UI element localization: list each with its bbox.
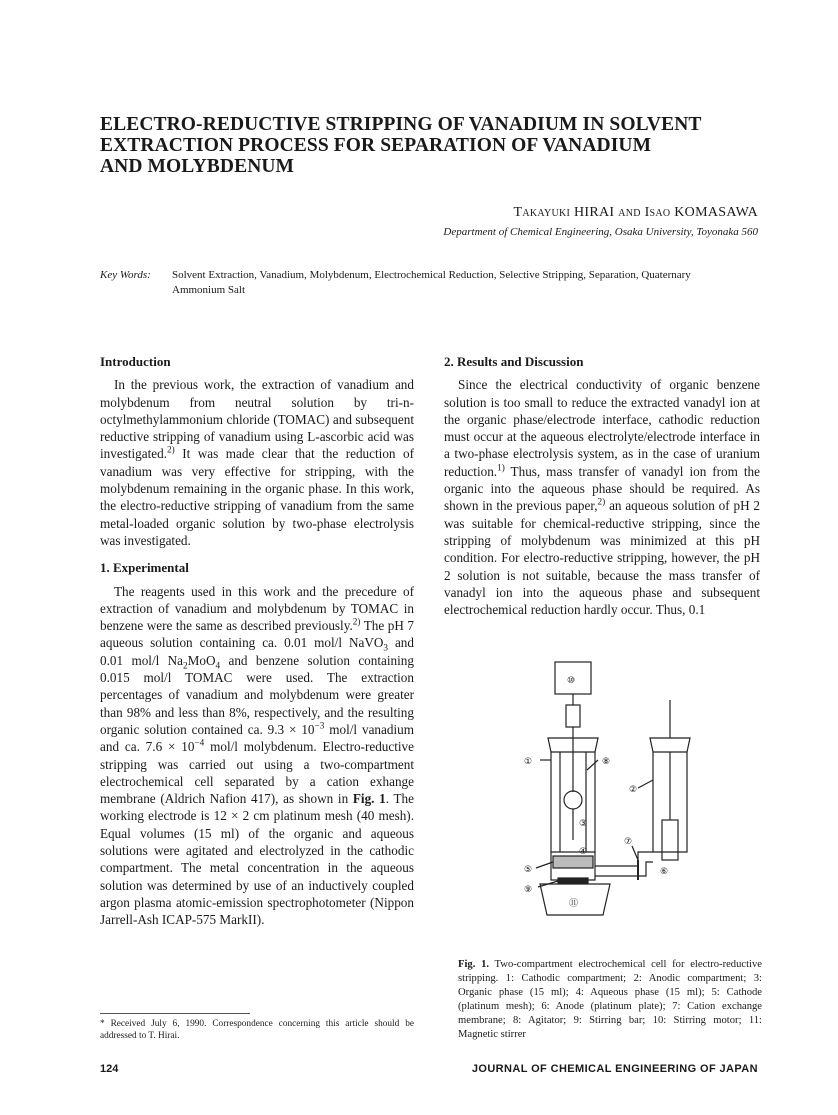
label-11: ⑪ — [569, 899, 579, 909]
title-line-1: ELECTRO-REDUCTIVE STRIPPING OF VANADIUM IN SOLVENT — [100, 114, 702, 135]
res-ref-2: 2) — [597, 496, 606, 507]
label-3: ③ — [579, 819, 588, 829]
res-text-a: Since the electrical conductivity of organic benzene solution is too small to reduce the extracted vanadyl ion at the organic phase/electrode interface, cathodic reduction must occur at the aqueous electrolyte/electrode interface in a two-phase electrolysis system, as in the case of uranium reduction. — [444, 377, 760, 479]
exp-text-a: The reagents used in this work and the precedure of extraction of vanadium and molybdenum by TOMAC in benzene were the same as described previously. — [100, 583, 414, 634]
exp-text-e: and benzene solution containing 0.015 mol/l TOMAC were used. The extraction percentages of vanadium and molybdenum were greater than 98% and less than 8%, respectively, and the resulting organic solution contained ca. 9.3 × 10 — [100, 652, 414, 737]
author-1-last: HIRAI — [573, 205, 615, 220]
figure-caption — [458, 958, 762, 1042]
leader-2 — [638, 780, 653, 788]
introduction-paragraph — [100, 376, 414, 549]
caption-text: Two-compartment electrochemical cell for electro-reductive stripping. 1: Cathodic compartment; 2: Anodic compartment; 3: Organic phase (15 ml); 4: Aqueous phase (15 ml); 5: Cathode (platinum mesh); 6: Anode (platinum plate); 7: Cation exchange membrane; 8: Agitator; 9: Stirring bar; 10: Stirring motor; 11: Magnetic stirrer — [458, 959, 762, 1040]
experimental-heading: 1. Experimental — [100, 560, 189, 576]
author-1-first: Takayuki — [513, 205, 571, 220]
agitator-bulb — [564, 791, 582, 809]
paper-title — [100, 114, 740, 177]
intro-ref: 2) — [167, 445, 175, 456]
label-2: ② — [629, 785, 638, 795]
intro-text-b: It was made clear that the reduction of vanadium was very effective for stripping, with the molybdenum remaining in the organic phase. In this work, the electro-reductive stripping of vanadium from the same metal-loaded organic solution by two-phase electrolysis was investigated. — [100, 446, 414, 548]
keywords-text: Solvent Extraction, Vanadium, Molybdenum, Electrochemical Reduction, Selective Stripping, Separation, Quaternary Ammonium Salt — [172, 269, 691, 296]
author-2-first: Isao — [644, 205, 671, 220]
label-9: ⑨ — [524, 885, 533, 895]
footnote: * Received July 6, 1990. Correspondence concerning this article should be addressed to T. Hirai. — [100, 1019, 414, 1041]
exp-sup-m4: −4 — [194, 737, 205, 748]
res-text-c: an aqueous solution of pH 2 was suitable for chemical-reductive stripping, since the stripping of molybdenum was minimized at this pH condition. For electro-reductive stripping, however, the pH 2 solution is not suitable, because the mass transfer of vanadyl ion into the aqueous phase and subsequent electrochemical reduction hardly occur. Thus, 0.1 — [444, 498, 760, 618]
author-line — [513, 205, 758, 221]
exp-sub-2: 2 — [183, 660, 188, 671]
footnote-divider — [100, 1013, 250, 1014]
left-column — [100, 353, 414, 929]
label-7: ⑦ — [624, 837, 633, 847]
exp-ref: 2) — [352, 616, 361, 627]
motor-coupling — [566, 705, 580, 727]
leader-7 — [632, 846, 638, 860]
introduction-heading: Introduction — [100, 354, 171, 369]
affiliation: Department of Chemical Engineering, Osaka University, Toyonaka 560 — [443, 226, 758, 238]
intro-text-a: In the previous work, the extraction of vanadium and molybdenum from neutral solution by tri-n-octylmethylammonium chloride (TOMAC) and subsequent reductive stripping of vanadium using L-ascorbic acid was investigated. — [100, 377, 414, 462]
exp-text-f: mol/l vanadium and ca. 7.6 × 10 — [100, 721, 414, 755]
right-column — [444, 353, 760, 618]
res-ref-1: 1) — [497, 462, 505, 473]
keywords-block — [100, 268, 740, 298]
fig-1-reference: Fig. 1 — [352, 791, 386, 807]
keywords-label: Key Words: — [100, 269, 151, 281]
leader-8 — [587, 760, 598, 770]
connecting-tube — [595, 852, 653, 866]
exp-sub-3: 3 — [383, 643, 389, 654]
anode-plate — [662, 820, 678, 860]
results-paragraph — [444, 376, 760, 618]
label-1: ① — [524, 757, 533, 767]
journal-name: JOURNAL OF CHEMICAL ENGINEERING OF JAPAN — [471, 1063, 758, 1075]
label-5: ⑤ — [524, 865, 533, 875]
cathode-mesh — [553, 856, 593, 868]
label-8: ⑧ — [602, 757, 611, 767]
author-2-last: KOMASAWA — [674, 205, 758, 220]
connecting-tube-lower — [595, 862, 653, 876]
exp-text-c: and 0.01 mol/l Na — [100, 635, 414, 668]
label-6: ⑥ — [660, 867, 669, 877]
exp-sub-4: 4 — [215, 660, 221, 671]
stirring-bar — [558, 878, 588, 883]
exp-text-b: The pH 7 aqueous solution containing ca. 0.01 mol/l NaVO — [100, 618, 414, 651]
label-10: ⑩ — [567, 676, 576, 686]
caption-label: Fig. 1. — [458, 959, 490, 970]
page-number: 124 — [100, 1063, 119, 1075]
exp-text-h: . The working electrode is 12 × 2 cm platinum mesh (40 mesh). Equal volumes (15 ml) of the organic and aqueous solutions were agitated and electrolyzed in the cathodic compartment. The metal concentration in the aqueous solution was determined by use of an inductively coupled argon plasma atomic-emission spectrophotometer (Nippon Jarrell-Ash ICAP-575 MarkII). — [100, 791, 414, 928]
label-4: ④ — [579, 847, 588, 857]
electrochemical-cell-figure — [510, 640, 700, 960]
author-conjunction: and — [618, 205, 641, 220]
exp-text-d: MoO — [187, 652, 216, 668]
anode-stopper — [650, 738, 690, 752]
title-line-3: AND MOLYBDENUM — [100, 156, 295, 177]
experimental-paragraph — [100, 583, 414, 929]
res-text-b: Thus, mass transfer of vanadyl ion from the organic into the aqueous phase should be required. As shown in the previous paper, — [444, 463, 760, 514]
exp-sup-m3: −3 — [314, 720, 325, 731]
title-line-2: EXTRACTION PROCESS FOR SEPARATION OF VANADIUM — [100, 135, 652, 156]
results-heading: 2. Results and Discussion — [444, 354, 584, 369]
exp-text-g: mol/l molybdenum. Electro-reductive stripping was carried out using a two-compartment electrochemical cell separated by a cation exhange membrane (Aldrich Nafion 417), as shown in — [100, 739, 415, 807]
